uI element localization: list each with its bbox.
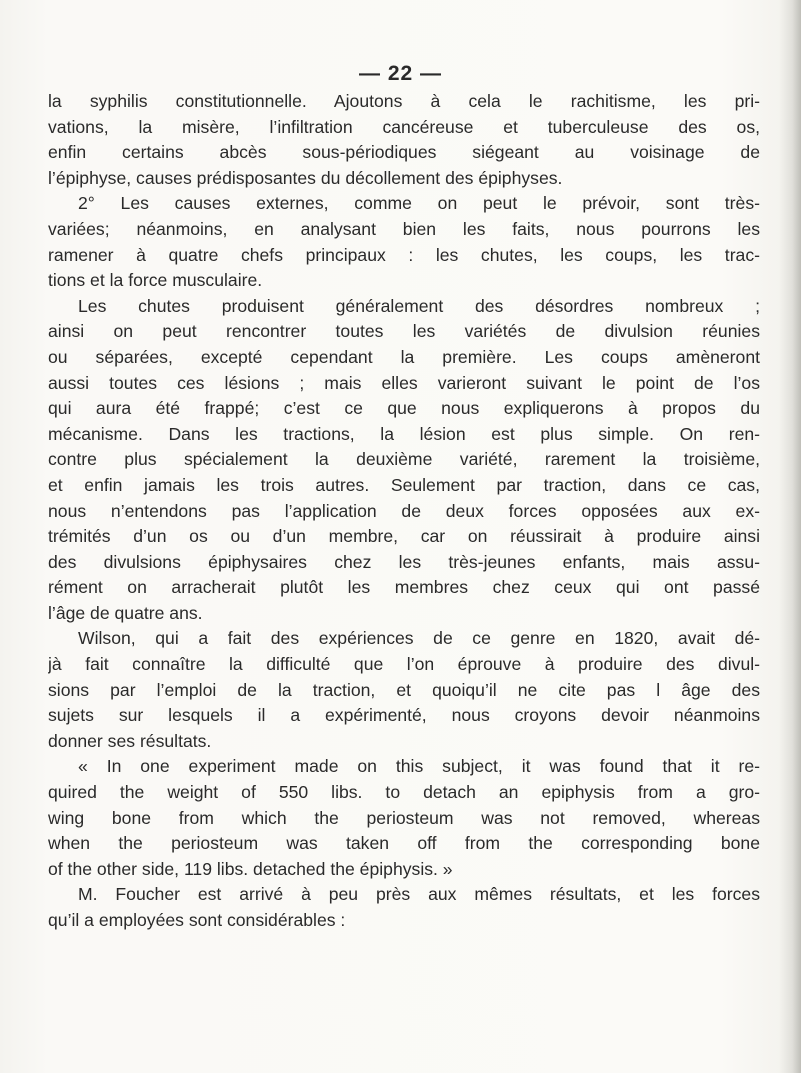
text-line: variées; néanmoins, en analysant bien les faits, nous pourrons les	[48, 218, 760, 239]
text-line: vations, la misère, l’infiltration cancéreuse et tuberculeuse des os,	[48, 116, 760, 137]
text-line: Les chutes produisent généralement des désordres nombreux ;	[78, 295, 760, 316]
text-line: contre plus spécialement la deuxième variété, rarement la troisième,	[48, 449, 760, 470]
text-line: sions par l’emploi de la traction, et quoiqu’il ne cite pas l âge des	[48, 679, 760, 700]
text-line: et enfin jamais les trois autres. Seulement par traction, dans ce cas,	[48, 474, 760, 495]
text-line: trémités d’un os ou d’un membre, car on réussirait à produire ainsi	[48, 526, 760, 547]
text-line: 2° Les causes externes, comme on peut le prévoir, sont très-	[78, 193, 760, 214]
text-line: tions et la force musculaire.	[48, 270, 263, 291]
text-line: des divulsions épiphysaires chez les très-jeunes enfants, mais assu-	[48, 551, 760, 572]
text-line: nous n’entendons pas l’application de deux forces opposées aux ex-	[48, 500, 760, 521]
text-line: aussi toutes ces lésions ; mais elles varieront suivant le point de l’os	[48, 372, 760, 393]
text-line: sujets sur lesquels il a expérimenté, nous croyons devoir néanmoins	[48, 705, 760, 726]
text-line: quired the weight of 550 libs. to detach an epiphysis from a gro-	[48, 782, 760, 803]
text-line: ainsi on peut rencontrer toutes les variétés de divulsion réunies	[48, 321, 760, 342]
text-line: when the periosteum was taken off from the corresponding bone	[48, 833, 760, 854]
text-line: enfin certains abcès sous-périodiques siégeant au voisinage de	[48, 142, 760, 163]
text-line: wing bone from which the periosteum was not removed, whereas	[48, 807, 760, 828]
text-line: la syphilis constitutionnelle. Ajoutons à cela le rachitisme, les pri-	[48, 91, 760, 111]
text-line: rément on arracherait plutôt les membres chez ceux qui ont passé	[48, 577, 760, 598]
page-number: — 22 —	[358, 62, 443, 85]
text-line: Wilson, qui a fait des expériences de ce genre en 1820, avait dé-	[78, 628, 760, 649]
text-line: ramener à quatre chefs principaux : les chutes, les coups, les trac-	[48, 244, 760, 265]
page-edge-shadow	[779, 0, 801, 1073]
text-line: l’épiphyse, causes prédisposantes du décollement des épiphyses.	[48, 167, 563, 188]
text-line: « In one experiment made on this subject, it was found that it re-	[78, 756, 760, 777]
text-line: M. Foucher est arrivé à peu près aux mêmes résultats, et les forces	[78, 884, 760, 905]
text-line: mécanisme. Dans les tractions, la lésion est plus simple. On ren-	[48, 423, 760, 444]
text-line: ou séparées, excepté cependant la première. Les coups amèneront	[48, 346, 760, 367]
text-line: l’âge de quatre ans.	[48, 602, 203, 623]
text-line: qui aura été frappé; c’est ce que nous expliquerons à propos du	[48, 398, 760, 419]
text-line: qu’il a employées sont considérables :	[48, 910, 346, 930]
text-line: of the other side, 119 libs. detached the épiphysis. »	[48, 858, 453, 879]
text-line: donner ses résultats.	[48, 730, 212, 751]
body-text	[48, 89, 760, 934]
text-line: jà fait connaître la difficulté que l’on éprouve à produire des divul-	[48, 654, 760, 675]
